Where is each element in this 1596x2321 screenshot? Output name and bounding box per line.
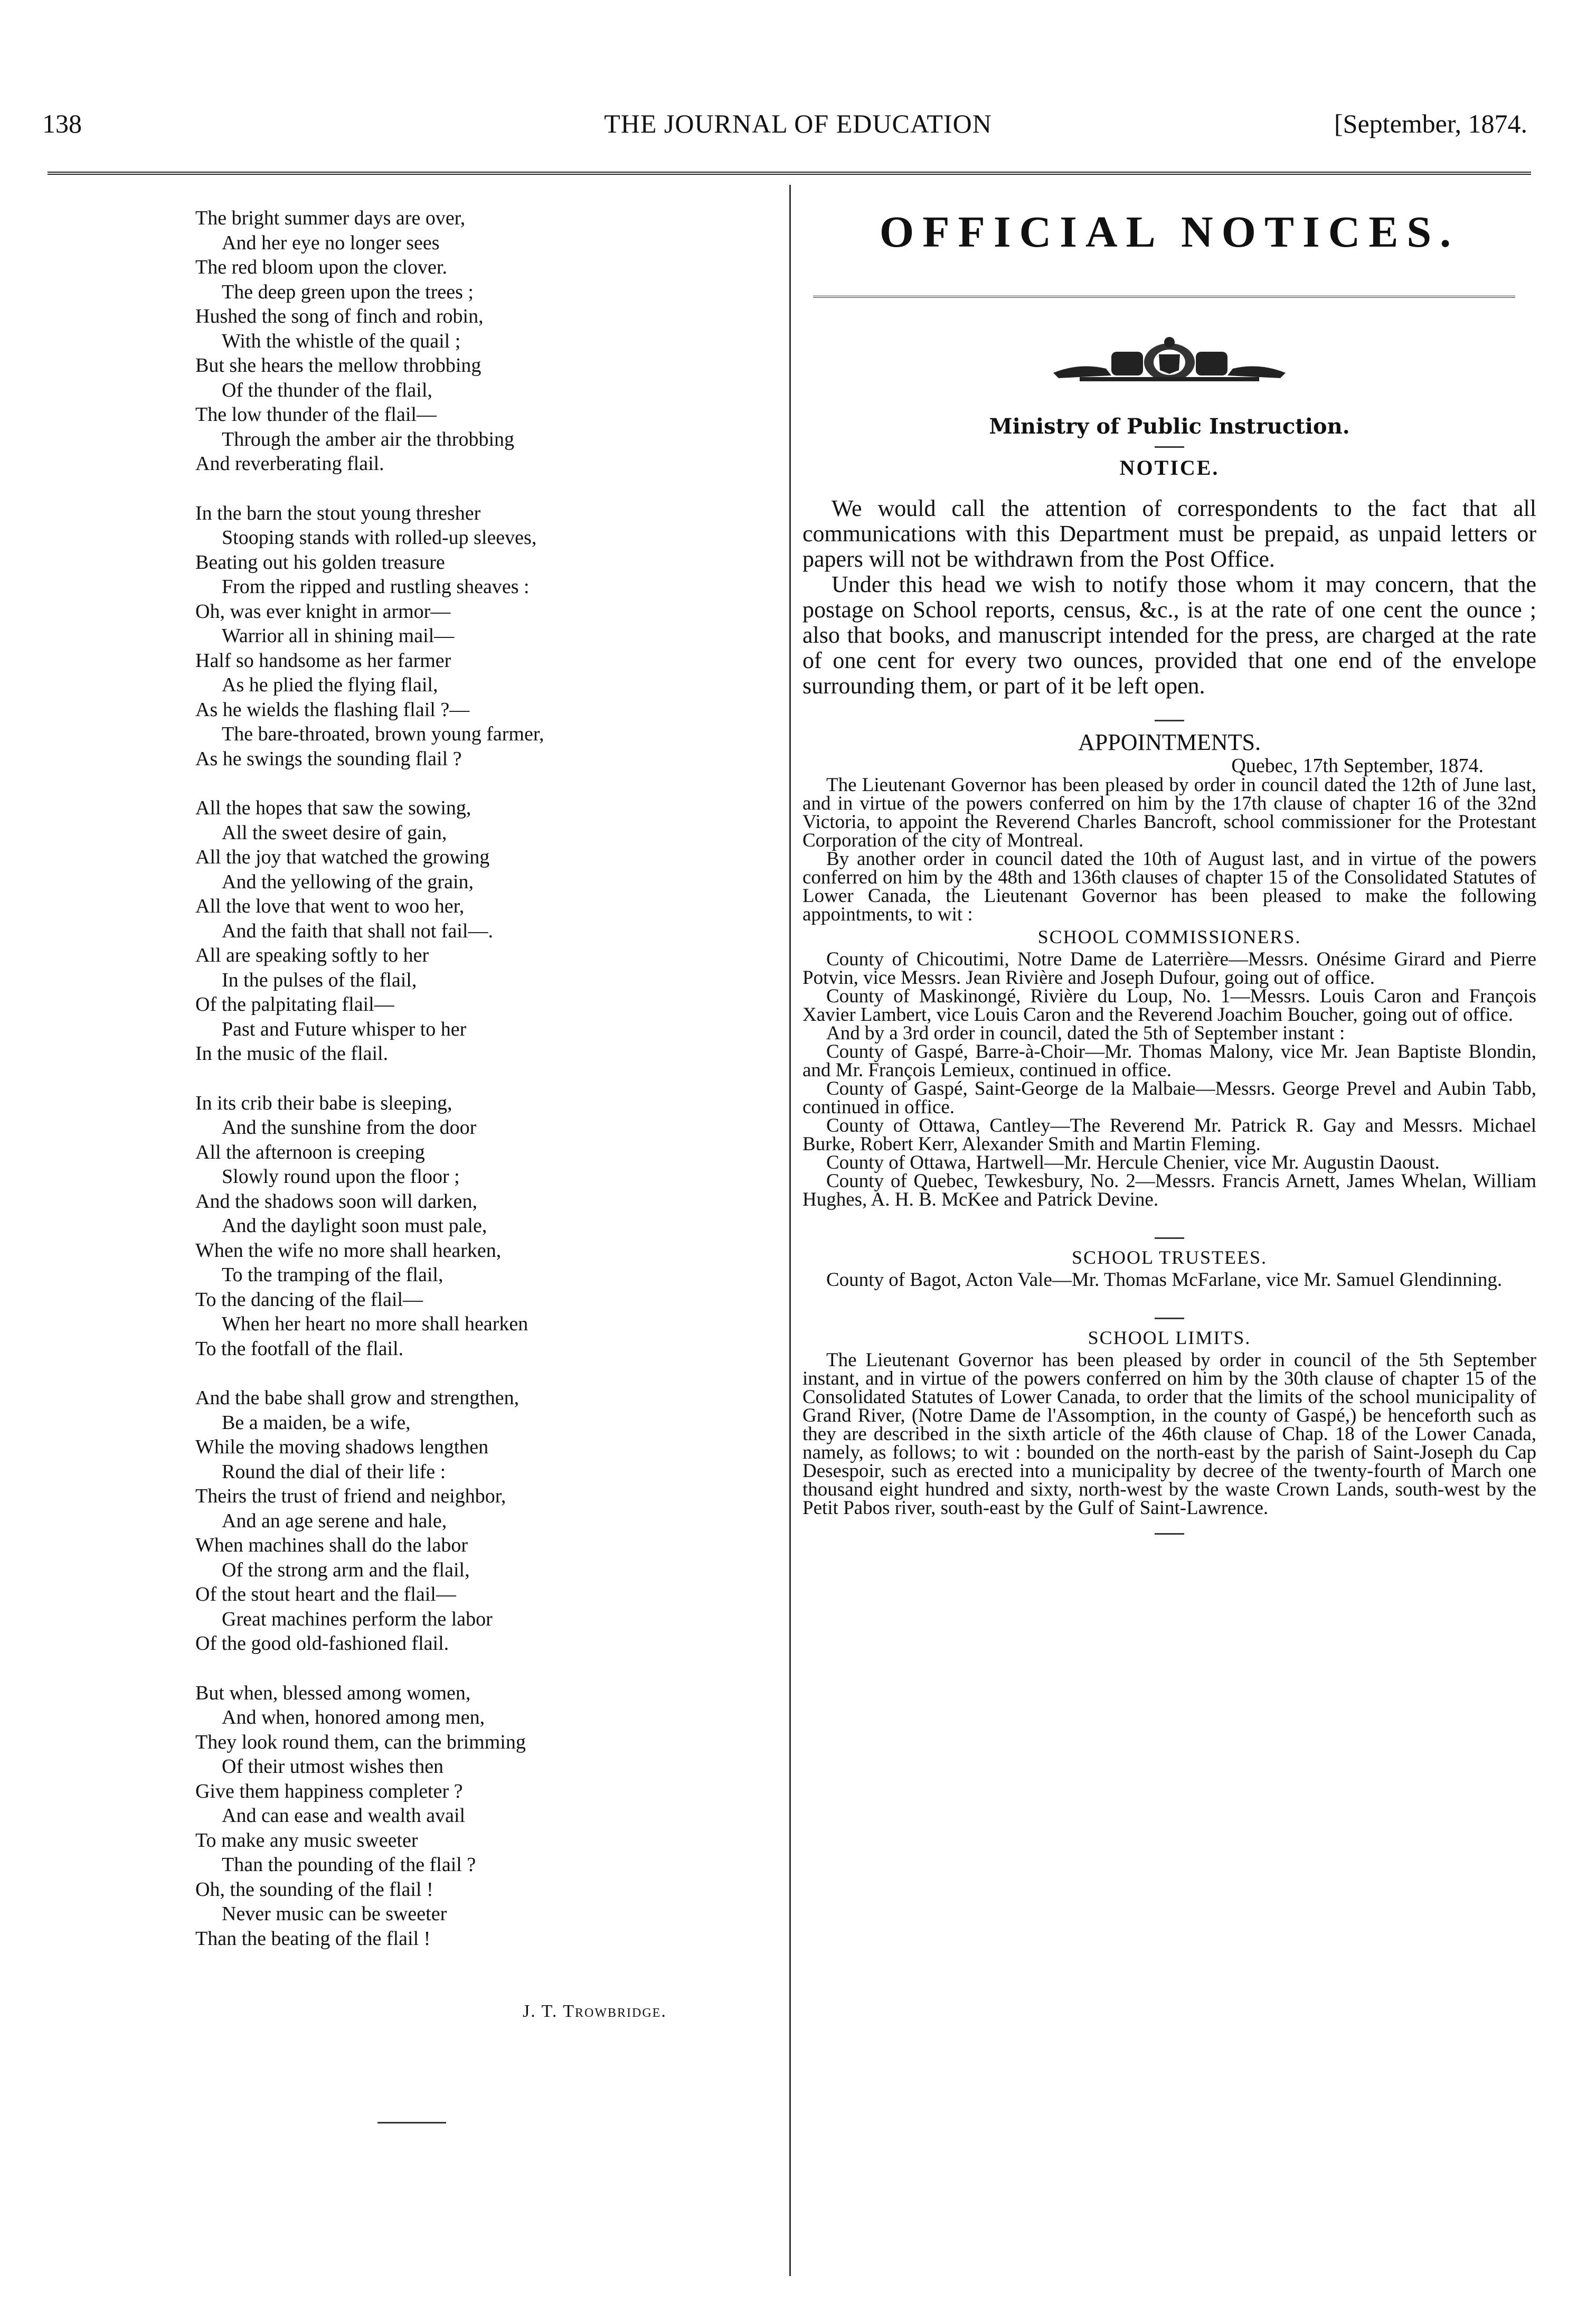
poem-line: When machines shall do the labor [195,1534,468,1556]
notice-paragraph: Under this head we wish to notify those whom it may concern, that the postage on School reports, census, &c., is at the rate of one cent the ounce ; also that books, and manuscript intended for the press, are charged at the rate of one cent for every two ounces, provided that one end of the envelope surrounding them, or part of it be left open. [802,571,1536,699]
poem-line: Through the amber air the throbbing [222,428,515,450]
column-divider [789,185,791,2276]
poem-line: Than the beating of the flail ! [195,1927,431,1950]
appointment-paragraph: The Lieutenant Governor has been pleased by order in council dated the 12th of June last, and in virtue of the powers conferred on him by the 17th clause of chapter 16 of the 32nd Victoria, to appoint the Reverend Charles Bancroft, school commissioner for the Protestant Corporation of the city of Montreal. [802,774,1536,851]
notice-heading: NOTICE. [1119,456,1220,480]
commissioner-entry: County of Quebec, Tewkesbury, No. 2—Messrs. Francis Arnett, James Whelan, William Hughes, A. H. B. McKee and Patrick Devine. [802,1170,1536,1210]
trustees-paragraph: County of Bagot, Acton Vale—Mr. Thomas McFarlane, vice Mr. Samuel Glendinning. [826,1269,1503,1291]
poem-line: With the whistle of the quail ; [222,330,461,352]
poem-line: Stooping stands with rolled-up sleeves, [222,527,537,549]
poem-line: And an age serene and hale, [222,1509,447,1532]
limits-heading: SCHOOL LIMITS. [1088,1327,1251,1348]
poem-line: But when, blessed among women, [195,1681,471,1704]
coat-of-arms-emblem [1048,336,1291,383]
poem-line: Give them happiness completer ? [195,1780,463,1802]
appointment-paragraph: By another order in council dated the 10th of August last, and in virtue of the powers conferred on him by the 48th and 136th clauses of chapter 15 of the Consolidated Statutes of Lower Canada, the Lieutenant Governor has been pleased to make the following appointments, to wit : [802,848,1536,925]
poem-line: Oh, was ever knight in armor— [195,600,451,623]
poem-line: Of the thunder of the flail, [222,379,432,401]
journal-title: THE JOURNAL OF EDUCATION [604,109,992,138]
poem-stanza [195,1091,760,1361]
poem-line: To the dancing of the flail— [195,1288,423,1311]
poem-stanza [195,1386,760,1656]
poem-line: As he swings the sounding flail ? [195,747,462,770]
poem-line: From the ripped and rustling sheaves : [222,576,530,598]
limits-paragraph: The Lieutenant Governor has been pleased by order in council of the 5th September instant, and in virtue of the powers conferred on him by the 30th clause of chapter 15 of the Consolidated Statutes of Lower Canada, to order that the limits of the school municipality of Grand River, (Notre Dame de l'Assomption, in the county of Gaspé,) be henceforth such as they are described in the sixth article of the 46th clause of Chap. 18 of the Lower Canada, namely, as follows; to wit : bounded on the north-east by the parish of Saint-Joseph du Cap Desespoir, such as erected into a municipality by decree of the twenty-fourth of March one thousand eight hundred and sixty, north-west by the waste Crown Lands, south-west by the Petit Pabos river, south-east by the Gulf of Saint-Lawrence. [802,1349,1536,1519]
poem-line: To the footfall of the flail. [195,1337,404,1360]
poem-line: Half so handsome as her farmer [195,649,451,672]
poem-line: And the daylight soon must pale, [222,1215,487,1237]
header-rule [48,172,1531,175]
divider [1155,1237,1184,1239]
poem-line: All the joy that watched the growing [195,846,490,868]
poem-end-rule [377,2122,446,2123]
appointments-heading: APPOINTMENTS. [1078,729,1261,755]
poem-line: As he plied the flying flail, [222,674,438,696]
poem-line: In the pulses of the flail, [222,969,417,991]
poem-line: The red bloom upon the clover. [195,256,447,278]
commissioner-entry: County of Maskinongé, Rivière du Loup, No. 1—Messrs. Louis Caron and François Xavier Lambert, vice Louis Caron and the Reverend Joachim Boucher, going out of office. [802,985,1536,1026]
poem-line: Be a maiden, be a wife, [222,1411,411,1434]
page-number: 138 [42,109,82,138]
poem-line: When her heart no more shall hearken [222,1313,528,1335]
poem-line: Warrior all in shining mail— [222,625,455,647]
poem-line: But she hears the mellow throbbing [195,354,481,377]
poem-line: Past and Future whisper to her [222,1018,467,1040]
poem-line: All the afternoon is creeping [195,1141,425,1163]
notice-body [802,496,1536,699]
page-header [0,108,1596,145]
poem-line: Never music can be sweeter [222,1903,447,1925]
poem-line: All the hopes that saw the sowing, [195,797,471,819]
poem-line: And the babe shall grow and strengthen, [195,1387,520,1409]
poem-line: And when, honored among men, [222,1706,485,1728]
divider [1155,446,1184,448]
poem-line: As he wields the flashing flail ?— [195,698,470,721]
poem-line: To the tramping of the flail, [222,1264,443,1286]
poem-line: Theirs the trust of friend and neighbor, [195,1485,506,1507]
divider [1155,1533,1184,1535]
divider [1155,720,1184,721]
poem-line: Round the dial of their life : [222,1460,446,1483]
poem-line: Of their utmost wishes then [222,1755,444,1778]
section-title: OFFICIAL NOTICES. [879,208,1460,257]
poem-line: Of the strong arm and the flail, [222,1558,470,1581]
poem-stanza [195,796,760,1066]
poem-line: Hushed the song of finch and robin, [195,305,484,327]
commissioner-entry: County of Gaspé, Saint-George de la Malbaie—Messrs. George Prevel and Aubin Tabb, continued in office. [802,1078,1536,1118]
poem-line: The low thunder of the flail— [195,403,437,426]
commissioner-entry: And by a 3rd order in council, dated the 5th of September instant : [826,1022,1345,1044]
poem-line: And the shadows soon will darken, [195,1190,478,1213]
poem-line: And reverberating flail. [195,453,384,475]
poem-line: They look round them, can the brimming [195,1731,526,1753]
poem-line: Oh, the sounding of the flail ! [195,1878,433,1901]
poem-line: And the yellowing of the grain, [222,870,474,893]
poem-author: J. T. Trowbridge. [523,2001,667,2021]
poem-stanza [195,206,760,476]
official-notices-column [802,206,1536,1535]
poem-line: All are speaking softly to her [195,944,429,966]
poem-line: While the moving shadows lengthen [195,1436,489,1458]
poem-line: In the music of the flail. [195,1042,389,1065]
issue-date: [September, 1874. [1334,109,1527,138]
poem-line: All the sweet desire of gain, [222,821,447,844]
poem-stanza [195,1681,760,1951]
poem-line: Great machines perform the labor [222,1608,493,1630]
poem-line: Than the pounding of the flail ? [222,1854,476,1876]
poem-line: To make any music sweeter [195,1829,418,1852]
commissioner-entry: County of Ottawa, Hartwell—Mr. Hercule Chenier, vice Mr. Augustin Daoust. [826,1152,1440,1173]
commissioner-entry: County of Gaspé, Barre-à-Choir—Mr. Thomas Malony, vice Mr. Jean Baptiste Blondin, and Mr. François Lemieux, continued in office. [802,1041,1536,1081]
trustees-heading: SCHOOL TRUSTEES. [1071,1247,1268,1268]
poem-line: When the wife no more shall hearken, [195,1239,502,1262]
commissioners-list [802,950,1536,1209]
poem-line: And can ease and wealth avail [222,1805,466,1827]
poem-line: In its crib their babe is sleeping, [195,1092,452,1114]
poem-stanza [195,501,760,772]
dateline: Quebec, 17th September, 1874. [1231,755,1484,777]
poem-line: And her eye no longer sees [222,231,440,254]
ministry-heading: Ministry of Public Instruction. [989,414,1350,439]
poem [195,206,760,1976]
poem-line: Of the good old-fashioned flail. [195,1632,449,1655]
poem-line: In the barn the stout young thresher [195,502,481,524]
commissioners-heading: SCHOOL COMMISSIONERS. [1037,926,1301,947]
poem-line: And the sunshine from the door [222,1116,477,1139]
poem-line: The deep green upon the trees ; [222,280,474,303]
commissioner-entry: County of Chicoutimi, Notre Dame de Laterrière—Messrs. Onésime Girard and Pierre Potvin, vice Messrs. Jean Rivière and Joseph Dufour, going out of office. [802,948,1536,989]
commissioner-entry: County of Ottawa, Cantley—The Reverend Mr. Patrick R. Gay and Messrs. Michael Burke, Robert Kerr, Alexander Smith and Martin Fleming. [802,1115,1536,1155]
poem-line: All the love that went to woo her, [195,895,465,917]
poem-line: The bright summer days are over, [195,207,466,229]
poem-line: The bare-throated, brown young farmer, [222,723,544,745]
poem-line: And the faith that shall not fail—. [222,919,493,942]
poem-line: Of the stout heart and the flail— [195,1583,456,1605]
poem-line: Of the palpitating flail— [195,993,394,1016]
title-rule [813,296,1515,298]
notice-paragraph: We would call the attention of correspondents to the fact that all communications with this Department must be prepaid, as unpaid letters or papers will not be withdrawn from the Post Office. [802,495,1536,572]
poem-line: Slowly round upon the floor ; [222,1166,460,1188]
divider [1155,1318,1184,1319]
poem-line: Beating out his golden treasure [195,551,445,574]
